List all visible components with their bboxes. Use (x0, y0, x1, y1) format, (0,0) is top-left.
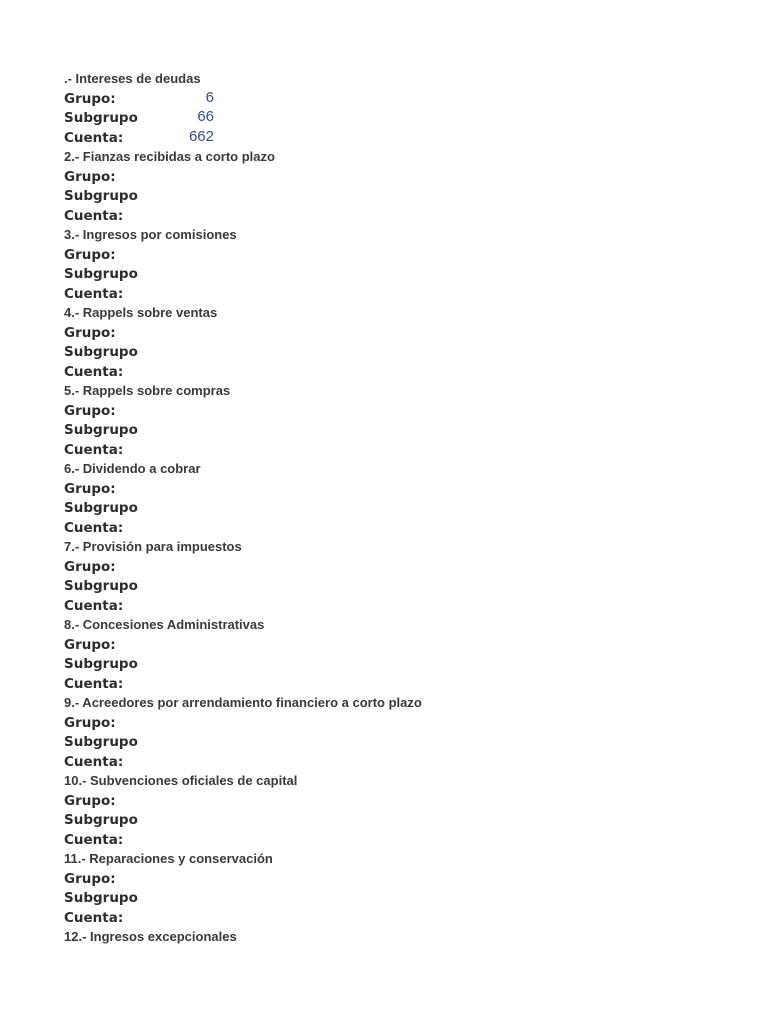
subgrupo-row (64, 420, 768, 440)
entry-title: 5.- Rappels sobre compras (64, 383, 231, 398)
grupo-row (64, 869, 768, 889)
entry-title: 10.- Subvenciones oficiales de capital (64, 773, 298, 788)
grupo-row (64, 557, 768, 577)
cuenta-label: Cuenta: (64, 129, 124, 146)
entry-title: 3.- Ingresos por comisiones (64, 227, 237, 242)
entry-title: 7.- Provisión para impuestos (64, 539, 242, 554)
subgrupo-label: Subgrupo (64, 578, 138, 594)
cuenta-label: Cuenta: (64, 675, 124, 692)
account-entry (64, 849, 768, 927)
subgrupo-row (64, 654, 768, 674)
entry-title: 6.- Dividendo a cobrar (64, 461, 201, 476)
subgrupo-label: Subgrupo (64, 812, 138, 828)
subgrupo-label: Subgrupo (64, 188, 138, 204)
subgrupo-label: Subgrupo (64, 266, 138, 282)
cuenta-label: Cuenta: (64, 753, 124, 770)
grupo-row (64, 245, 768, 265)
cuenta-row (64, 128, 768, 148)
subgrupo-value: 66 (197, 108, 214, 125)
cuenta-row (64, 206, 768, 226)
cuenta-row (64, 518, 768, 538)
cuenta-label: Cuenta: (64, 831, 124, 848)
subgrupo-row (64, 342, 768, 362)
grupo-label: Grupo: (64, 558, 116, 575)
cuenta-label: Cuenta: (64, 285, 124, 302)
subgrupo-row (64, 498, 768, 518)
subgrupo-label: Subgrupo (64, 344, 138, 360)
cuenta-row (64, 440, 768, 460)
cuenta-label: Cuenta: (64, 909, 124, 926)
account-entry (64, 69, 768, 147)
subgrupo-row (64, 264, 768, 284)
subgrupo-label: Subgrupo (64, 734, 138, 750)
subgrupo-label: Subgrupo (64, 500, 138, 516)
grupo-row (64, 791, 768, 811)
subgrupo-row (64, 576, 768, 596)
cuenta-label: Cuenta: (64, 207, 124, 224)
cuenta-row (64, 830, 768, 850)
grupo-row (64, 713, 768, 733)
account-entry (64, 459, 768, 537)
subgrupo-row (64, 810, 768, 830)
grupo-label: Grupo: (64, 636, 116, 653)
entry-title: .- Intereses de deudas (64, 71, 201, 86)
account-entry (64, 771, 768, 849)
account-entry (64, 147, 768, 225)
cuenta-row (64, 752, 768, 772)
grupo-label: Grupo: (64, 792, 116, 809)
subgrupo-label: Subgrupo (64, 656, 138, 672)
subgrupo-row (64, 888, 768, 908)
entry-title-12: 12.- Ingresos excepcionales (64, 929, 237, 944)
account-entry (64, 537, 768, 615)
grupo-label: Grupo: (64, 168, 116, 185)
cuenta-row (64, 596, 768, 616)
account-entry (64, 381, 768, 459)
grupo-row (64, 635, 768, 655)
cuenta-label: Cuenta: (64, 519, 124, 536)
cuenta-label: Cuenta: (64, 597, 124, 614)
grupo-row (64, 89, 768, 109)
subgrupo-label: Subgrupo (64, 110, 138, 126)
cuenta-label: Cuenta: (64, 441, 124, 458)
grupo-label: Grupo: (64, 714, 116, 731)
entry-title: 4.- Rappels sobre ventas (64, 305, 218, 320)
grupo-row (64, 479, 768, 499)
cuenta-value: 662 (188, 127, 214, 145)
grupo-row (64, 323, 768, 343)
account-entries (64, 69, 768, 927)
grupo-row (64, 167, 768, 187)
account-entry (64, 615, 768, 693)
subgrupo-label: Subgrupo (64, 422, 138, 438)
cuenta-row (64, 908, 768, 928)
subgrupo-row (64, 186, 768, 206)
entry-title: 8.- Concesiones Administrativas (64, 617, 265, 632)
grupo-label: Grupo: (64, 402, 116, 419)
grupo-label: Grupo: (64, 246, 116, 263)
cuenta-row (64, 674, 768, 694)
entry-title: 9.- Acreedores por arrendamiento financiero a corto plazo (64, 695, 422, 710)
grupo-label: Grupo: (64, 324, 116, 341)
entry-title: 11.- Reparaciones y conservación (64, 851, 273, 866)
subgrupo-row (64, 108, 768, 128)
account-entry (64, 303, 768, 381)
subgrupo-label: Subgrupo (64, 890, 138, 906)
grupo-label: Grupo: (64, 90, 116, 107)
cuenta-row (64, 284, 768, 304)
account-entry (64, 225, 768, 303)
cuenta-label: Cuenta: (64, 363, 124, 380)
subgrupo-row (64, 732, 768, 752)
grupo-label: Grupo: (64, 870, 116, 887)
grupo-row (64, 401, 768, 421)
entry-title: 2.- Fianzas recibidas a corto plazo (64, 149, 275, 164)
cuenta-row (64, 362, 768, 382)
account-entry (64, 693, 768, 771)
grupo-label: Grupo: (64, 480, 116, 497)
grupo-value: 6 (205, 88, 214, 106)
